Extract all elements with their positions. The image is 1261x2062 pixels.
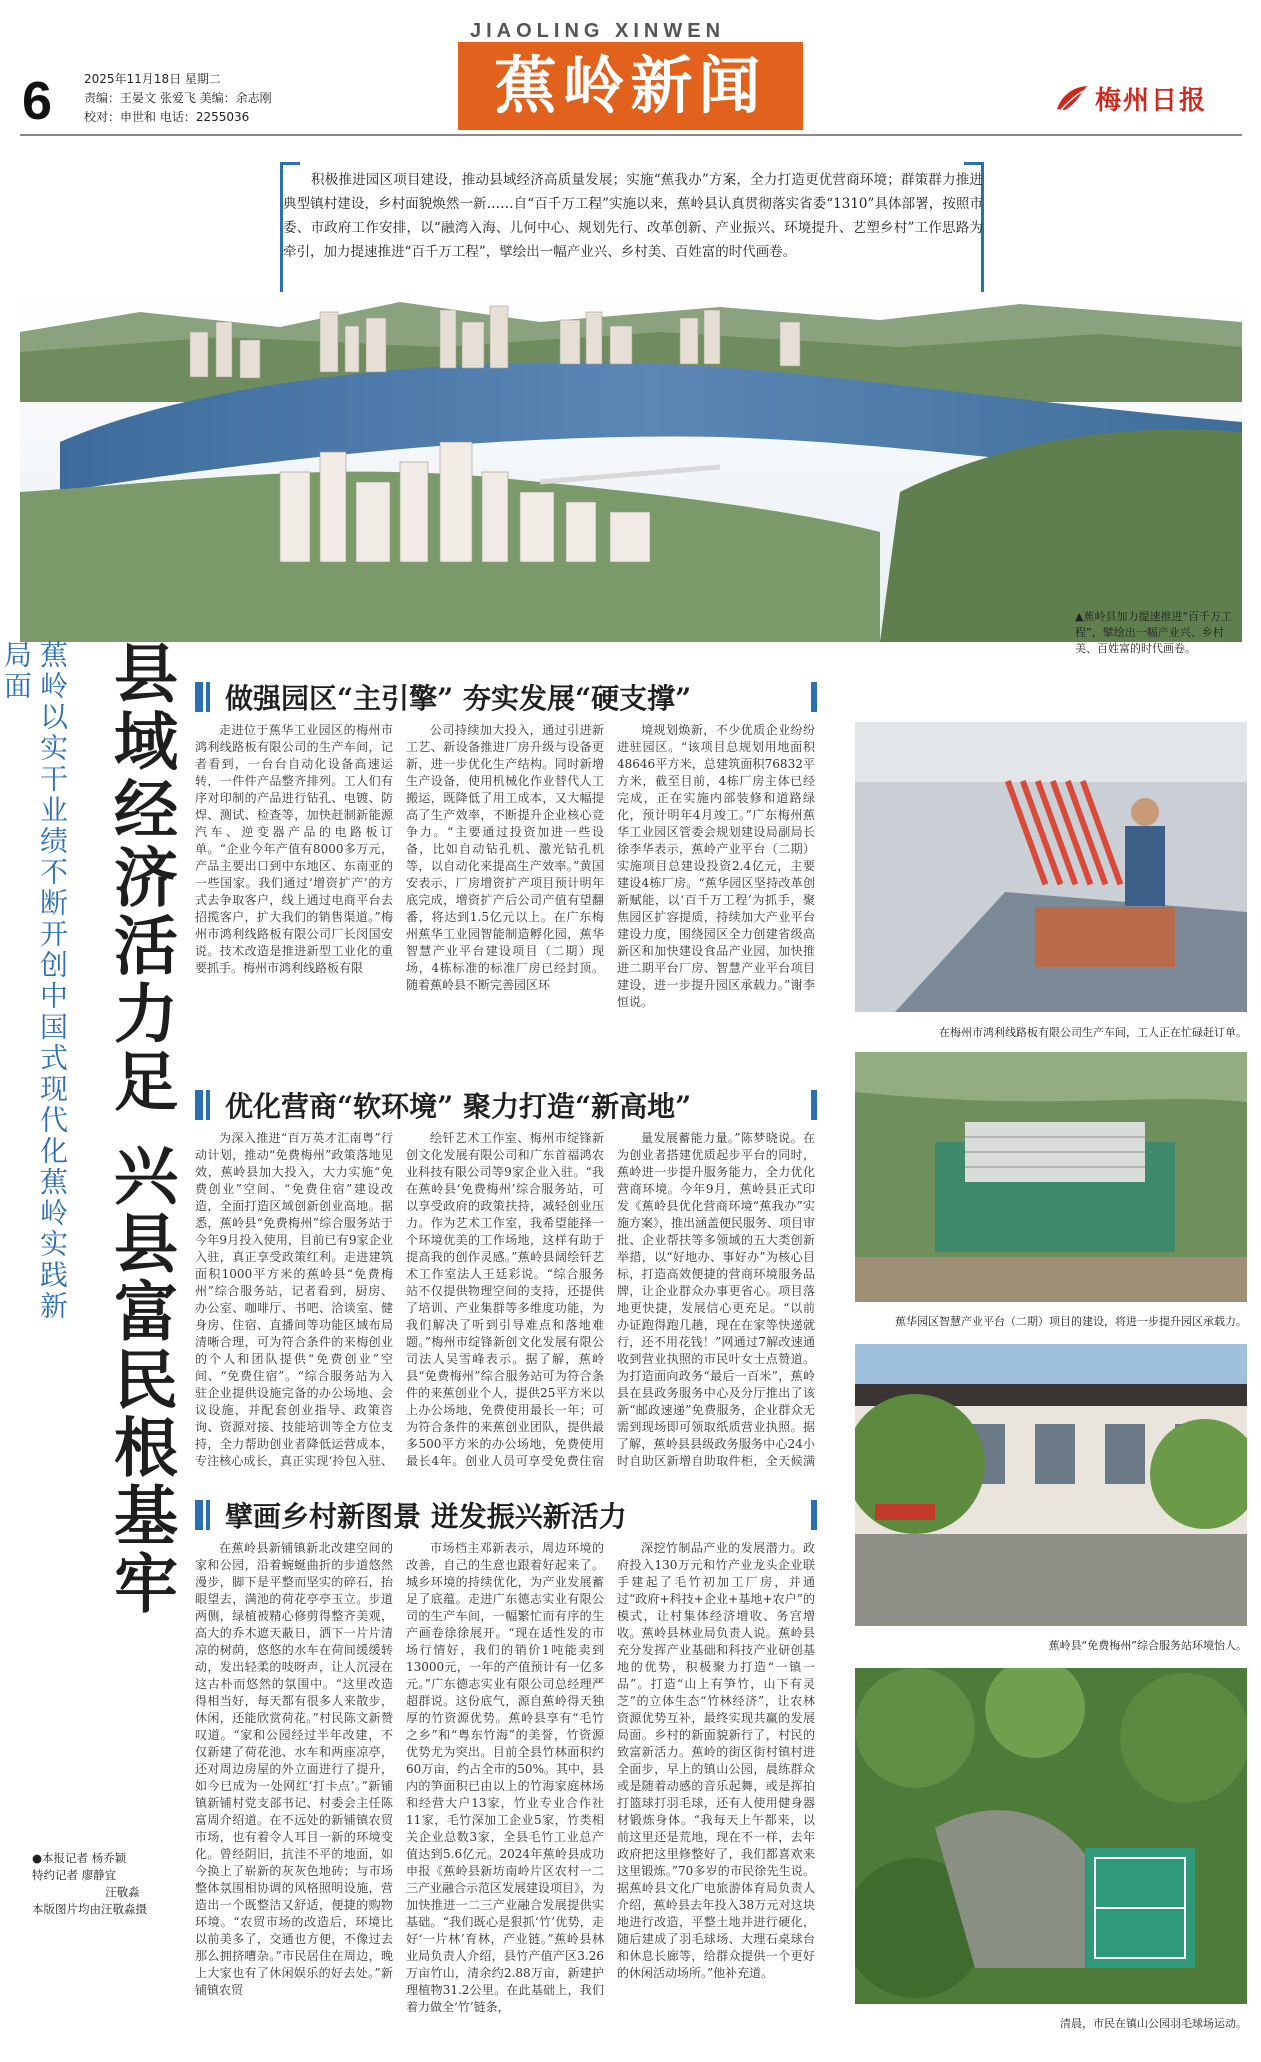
headline-main: 县域经济活力足 兴县富民根基牢 bbox=[103, 640, 178, 1619]
section-pinyin: JIAOLING XINWEN bbox=[470, 20, 726, 42]
section-title: 擘画乡村新图景 迸发振兴新活力 bbox=[225, 1500, 627, 1533]
section-title: 优化营商“软环境” 聚力打造“新高地” bbox=[225, 1090, 692, 1123]
paragraph: 在蕉岭县新铺镇新北改建空间的家和公园，沿着蜿蜒曲折的步道悠然漫步，脚下是平整而坚实的碎石，抬眼望去，满池的荷花亭亭玉立。步道两侧，绿植被精心修剪得整齐美观，高大的乔木遮天蔽日，洒下一片片清凉的树荫，悠悠的水车在荷间缓缓转动，发出轻柔的吱呀声，让人沉浸在这古朴而悠然的氛围中。“这里改造得相当好，每天都有很多人来散步，休闲，还能欣赏荷花。”村民陈文新赞叹道。“家和公园经过半年改建，不仅新建了荷花池、水车和两座凉亭，还对周边房屋的外立面进行了提升，如今已成为一处网红‘打卡点’。”新铺镇新铺村党支部书记、村委会主任陈富周介绍道。在不远处的新铺镇农贸市场，也有着令人耳目一新的环境变化。曾经阴旧，抗洼不平的地面，如今换上了崭新的灰灰色地砖；与市场整体氛围相协调的风格照明设施，营造出一个既整洁又舒适，便捷的购物环境。“农贸市场的改造后，环境比以前美多了，交通也方便，不像过去那么拥挤嘈杂。”市民居住在周边，晚上大家也有了休闲娱乐的好去处。”新铺镇农贸 bbox=[195, 1541, 393, 1997]
heading-bar bbox=[195, 1090, 203, 1120]
byline-line: 汪敬淼 bbox=[32, 1885, 140, 1899]
article-column bbox=[617, 1540, 815, 2032]
paragraph: 绘钎艺术工作室、梅州市绽锋新创文化发展有限公司和广东首福鸿农业科技有限公司等9家企业入驻。“我在蕉岭县‘免费梅州’综合服务站，可以享受政府的政策扶持，减轻创业压力。作为艺术工作室，我希望能择一个环境优美的工作场地，这样有助于提高我的创作灵感。”蕉岭县阔绘钎艺术工作室法人王廷彩说。“综合服务站不仅提供物理空间的支持，还提供了培训、产业集群等多维度功能，为我们解决了听到引导难点和落地难题。”梅州市绽锋新创文化发展有限公司法人吴雪峰表示。据了解，蕉岭县“免费梅州”综合服务站可为符合条件的来蕉创业个人，提供25平方米以上办公场地，免费使用最长一年；可为符合条件的来蕉创业团队，提供最多500平方米的办公场地，免费使用最长4年。创业人员可享受免费住宿 bbox=[406, 1131, 604, 1468]
heading-bar bbox=[811, 1090, 817, 1120]
header-meta bbox=[84, 70, 272, 127]
heading-bar bbox=[811, 1500, 817, 1530]
section-heading bbox=[195, 1494, 817, 1536]
photo-industrial-park bbox=[855, 1052, 1247, 1302]
hero-photo-city-panorama bbox=[20, 292, 1242, 642]
photo-caption: 蕉岭县“免费梅州”综合服务站环境怡人。 bbox=[1048, 1639, 1247, 1652]
article-column bbox=[195, 1130, 393, 1470]
page-number: 6 bbox=[22, 71, 53, 131]
headline-subtitle: 蕉岭以实干业绩不断开创中国式现代化蕉岭实践新局面 bbox=[0, 640, 69, 1322]
leaf-logo-icon bbox=[1055, 83, 1089, 113]
article-columns bbox=[195, 1540, 815, 2032]
paper-name: 梅州日报 bbox=[1095, 85, 1208, 116]
heading-bar bbox=[195, 682, 203, 712]
article-column bbox=[406, 1540, 604, 2032]
article-column bbox=[406, 722, 604, 1062]
photo-caption: 在梅州市鸿利线路板有限公司生产车间，工人正在忙碌赶订单。 bbox=[939, 1026, 1247, 1039]
byline bbox=[32, 1850, 202, 1918]
hero-caption: ▲蕉岭县加力提速推进“百千万工程”，擘绘出一幅产业兴、乡村美、百姓富的时代画卷。 bbox=[1075, 610, 1233, 655]
paragraph: 境规划焕新，不少优质企业纷纷进驻园区。“该项目总规划用地面积48646平方米，总建筑面积76832平方米，截至目前，4栋厂房主体已经完成，正在实施内部装修和道路绿化，预计明年4月竣工。”广东梅州蕉华工业园区管委会规划建设局副局长徐李华表示，蕉岭产业平台（二期）实施项目总建设投资2.4亿元，主要建设4栋厂房。“蕉华园区坚持改革创新赋能，以‘百千万工程’为抓手，聚焦园区扩容提质，持续加大产业平台建设力度，围绕园区全力创建省级高新区和加快建设食品产业园，加快推进二期平台厂房、智慧产业平台项目建设，进一步提升园区承载力。”谢李恒说。 bbox=[617, 723, 815, 1009]
paragraph: 为深入推进“百万英才汇南粤”行动计划，推动“免费梅州”政策落地见效，蕉岭县加大投入，大力实施“免费创业”空间、“免费住宿”建设改造，全面打造区域创新创业高地。据悉，蕉岭县“免费梅州”综合服务站于今年9月投入使用，目前已有9家企业入驻，真正享受政策红利。走进建筑面积1000平方米的蕉岭县“免费梅州”综合服务站，记者看到，厨房、办公室、咖啡厅、书吧、洽谈室、健身房、住宿、直播间等功能区域布局清晰合理，可为符合条件的来梅创业的个人和团队提供“免费创业”空间、“免费住宿”。“综合服务站为入驻企业提供设施完备的办公场地、会议设施，并配套创业指导、政策咨询、资源对接、技能培训等全方位支持，全力帮助创业者降低运营成本，专注核心成长，真正实现‘拎包入驻、 bbox=[195, 1131, 393, 1468]
heading-bar bbox=[206, 1500, 210, 1530]
photo-badminton-park bbox=[855, 1668, 1247, 2004]
article-column bbox=[617, 722, 815, 1062]
byline-line: ●本报记者 杨乔颖 bbox=[32, 1851, 127, 1865]
byline-line: 本版图片均由汪敬淼摄 bbox=[32, 1902, 147, 1916]
article-column bbox=[617, 1130, 815, 1470]
paragraph: 走进位于蕉华工业园区的梅州市鸿利线路板有限公司的生产车间，记者看到，一台台自动化设备高速运转，一件件产品整齐排列。工人们有序对印制的产品进行钻孔、电镀、防焊、测试、检查等，加快赶制新能源汽车、逆变器产品的电路板订单。“企业今年产值有8000多万元，产品主要出口到中东地区、东南亚的一些国家。我们通过‘增资扩产’的方式去争取客户，线上通过电商平台去招揽客户，扩大我们的销售渠道。”梅州市鸿利线路板有限公司厂长闵国安说。技术改造是推进新型工业化的重要抓手。梅州市鸿利线路板有限 bbox=[195, 723, 393, 975]
section-heading bbox=[195, 676, 817, 718]
photo-caption: 清晨，市民在镇山公园羽毛球场运动。 bbox=[1060, 2017, 1247, 2030]
intro-paragraph: 积极推进园区项目建设，推动县域经济高质量发展；实施“蕉我办”方案，全力打造更优营商环境；群策群力推进典型镇村建设，乡村面貌焕然一新……自“百千万工程”实施以来，蕉岭县认真贯彻落实省委“1310”具体部署，按照市委、市政府工作安排，以“融湾入海、儿何中心、规划先行、改革创新、产业振兴、环境提升、艺塑乡村”工作思路为牵引，加力提速推进“百千万工程”，擘绘出一幅产业兴、乡村美、百姓富的时代画卷。 bbox=[283, 172, 983, 260]
paragraph: 量发展蓄能力量。”陈梦晓说。在为创业者搭建优质起步平台的同时，蕉岭进一步提升服务能力，全力优化营商环境。今年9月，蕉岭县正式印发《蕉岭县优化营商环境“蕉我办”实施方案》，推出涵盖便民服务、项目审批、企业帮扶等多领域的五大类创新举措，以“好地办、事好办”为核心目标，打造高效便捷的营商环境服务品牌，让企业群众办事更省心。项目落地更快捷，发展信心更充足。“以前办证跑得跑几趟，现在在家等快递就行，还不用花钱！”网通过7解改速通收到营业执照的市民叶女士点赞道。为打造面向政务“最后一百米”，蕉岭县在县政务服务中心及分厅推出了该新“邮政速递”免费服务，企业群众无需到现场即可领取纸质营业执照。据了解，蕉岭县县级政务服务中心24小时自助区新增自助取件柜，全天候满 bbox=[617, 1131, 815, 1468]
heading-bar bbox=[811, 682, 817, 712]
paper-logo bbox=[1055, 78, 1245, 118]
photo-service-station bbox=[855, 1344, 1247, 1626]
article-columns bbox=[195, 1130, 815, 1470]
heading-bar bbox=[195, 1500, 203, 1530]
section-title: 做强园区“主引擎” 夯实发展“硬支撑” bbox=[225, 682, 692, 715]
heading-bar bbox=[206, 1090, 210, 1120]
photo-caption: 蕉华园区智慧产业平台（二期）项目的建设，将进一步提升园区承载力。 bbox=[895, 1315, 1247, 1328]
section-masthead: 蕉岭新闻 bbox=[458, 42, 803, 130]
proofreader-line: 校对：申世和 电话：2255036 bbox=[84, 110, 250, 124]
issue-date: 2025年11月18日 星期二 bbox=[84, 72, 221, 86]
photo-factory-workshop bbox=[855, 722, 1247, 1012]
article-column bbox=[195, 722, 393, 1062]
section-heading bbox=[195, 1084, 817, 1126]
paragraph: 深挖竹制品产业的发展潜力。政府投入130万元和竹产业龙头企业联手建起了毛竹初加工厂房，并通过“政府+科技+企业+基地+农户”的模式，让村集体经济增收、务宫增收。蕉岭县林业局负责人说。蕉岭县充分发挥产业基础和科技产业研创基地的优势，积极聚力打造“一镇一品”。打造“山上有笋竹，山下有灵芝”的立体生态“竹林经济”，让农林资源优势互补，最终实现共赢的发展局面。乡村的新面貌新行了，村民的致富新活力。蕉岭的街区街村镇村进全面步，早上的镇山公园，晨练群众或是随着动感的音乐起舞，或是挥拍打篮球打羽毛球，还有人使用健身器材锻炼身体。“我每天上午都来，以前这里还是荒地，现在不一样，去年政府把这里修整好了，我们都喜欢来这里锻炼。”70多岁的市民徐先生说。据蕉岭县文化广电旅游体育局负责人介绍，蕉岭县去年投入38万元对这块地进行改造，平整土地并进行硬化，随后建成了羽毛球场、大理石桌球台和休息长廊等，给群众提供一个更好的休闲活动场所。”他补充道。 bbox=[617, 1541, 815, 1980]
article-column bbox=[195, 1540, 393, 2032]
header-divider bbox=[20, 134, 1242, 136]
paragraph: 公司持续加大投入，通过引进新工艺、新设备推进厂房升级与设备更新，进一步优化生产结构。同时新增生产设备，使用机械化作业替代人工搬运，既降低了用工成本，又大幅提高了生产效率，不断提升企业核心竞争力。“主要通过投资加进一些设备，比如自动钻孔机、激光钻孔机等，以自动化来提高生产效率。”黄国安表示，厂房增资扩产项目预计明年底完成，增资扩产后公司产值有望翻番，将达到1.5亿元以上。在广东梅州蕉华工业园智能制造孵化园，蕉华智慧产业平台建设项目（二期）现场，4栋标准的标准厂房已经封顶。随着蕉岭县不断完善园区环 bbox=[406, 723, 604, 992]
editors-line: 责编：王晏文 张爱飞 美编：余志刚 bbox=[84, 91, 272, 105]
paragraph: 市场档主邓新表示，周边环境的改善，自己的生意也跟着好起来了。城乡环境的持续优化，为产业发展蓄足了底蕴。走进广东德志实业有限公司的生产车间，一幅繁忙而有序的生产画卷徐徐展开。“现在适性发的市场行情好，我们的销价1吨能卖到13000元，一年的产值预计有一亿多元。”广东德志实业有限公司总经理严超群说。这份底气，源自蕉岭得天独厚的竹资源优势。蕉岭县享有“毛竹之乡”和“粤东竹海”的美誉，竹资源优势尤为突出。目前全县竹林面积约60万亩，约占全市的50%。其中，县内的笋面积已由以上的竹海家庭林场和经营大户13家，竹业专业合作社11家，毛竹深加工企业5家，竹类相关企业总数3家，全县毛竹工业总产值达到5.6亿元。2024年蕉岭县成功申报《蕉岭县新坊南岭片区农村一二三产业融合示范区发展建设项目》，为加快推进一二三产业融合发展提供实基础。“我们既心是狠抓‘竹’优势，走好‘一片林’育林，产业链。”蕉岭县林业局负责人介绍，县竹产值产区3.26万亩竹山，清余约2.88万亩，新建护理植物31.2公里。在此基础上，我们着力做全‘竹’链条， bbox=[406, 1541, 604, 2014]
heading-bar bbox=[206, 682, 210, 712]
article-columns bbox=[195, 722, 815, 1062]
byline-line: 特约记者 廖静宜 bbox=[32, 1868, 117, 1882]
article-column bbox=[406, 1130, 604, 1470]
